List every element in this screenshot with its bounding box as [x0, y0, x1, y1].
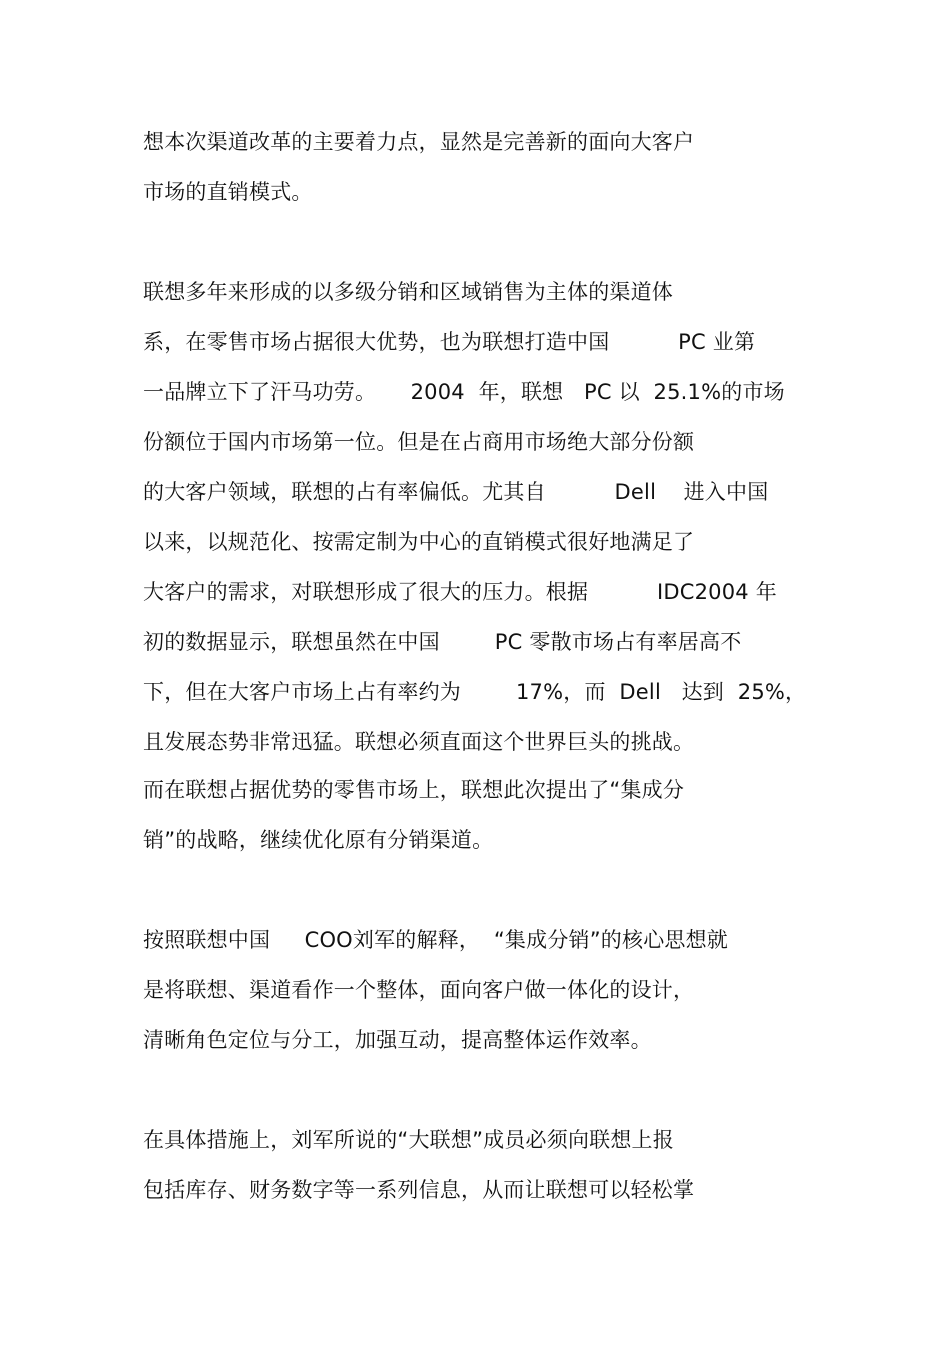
text-line: 且发展态势非常迅猛。联想必须直面这个世界巨头的挑战。: [143, 730, 695, 754]
text-line: 以来，以规范化、按需定制为中心的直销模式很好地满足了: [143, 530, 695, 554]
text-line: 的大客户领域，联想的占有率偏低。尤其自 Dell 进入中国: [143, 480, 769, 504]
text-line: 销”的战略，继续优化原有分销渠道。: [143, 828, 494, 852]
text-line: 份额位于国内市场第一位。但是在占商用市场绝大部分份额: [143, 430, 695, 454]
text-line: 按照联想中国 COO刘军的解释， “集成分销”的核心思想就: [143, 928, 729, 952]
text-line: 市场的直销模式。: [143, 180, 313, 204]
text-line: 初的数据显示，联想虽然在中国 PC 零散市场占有率居高不: [143, 630, 742, 654]
text-line: 包括库存、财务数字等一系列信息，从而让联想可以轻松掌: [143, 1178, 695, 1202]
text-line: 大客户的需求，对联想形成了很大的压力。根据 IDC2004 年: [143, 580, 777, 604]
text-line: 想本次渠道改革的主要着力点，显然是完善新的面向大客户: [143, 130, 695, 154]
text-line: 系，在零售市场占据很大优势，也为联想打造中国 PC 业第: [143, 330, 756, 354]
text-line: 一品牌立下了汗马功劳。 2004 年，联想 PC 以 25.1%的市场: [143, 380, 785, 404]
text-line: 在具体措施上，刘军所说的“大联想”成员必须向联想上报: [143, 1128, 674, 1152]
text-line: 而在联想占据优势的零售市场上，联想此次提出了“集成分: [143, 778, 685, 802]
text-line: 是将联想、渠道看作一个整体，面向客户做一体化的设计，: [143, 978, 695, 1002]
text-line: 清晰角色定位与分工，加强互动，提高整体运作效率。: [143, 1028, 652, 1052]
text-line: 下，但在大客户市场上占有率约为 17%，而 Dell 达到 25%，: [143, 680, 807, 704]
text-line: 联想多年来形成的以多级分销和区域销售为主体的渠道体: [143, 280, 673, 304]
